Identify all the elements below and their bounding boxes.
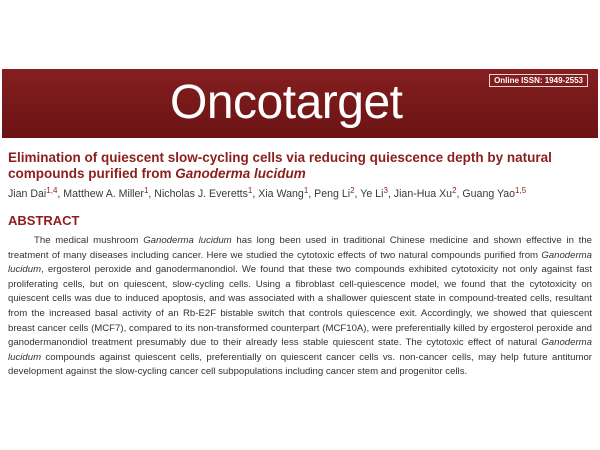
- author-name: Nicholas J. Everetts: [154, 188, 248, 200]
- abstract-text: [8, 234, 592, 380]
- author[interactable]: [314, 188, 354, 200]
- species-name: Ganoderma lucidum: [8, 337, 592, 363]
- author[interactable]: [8, 188, 57, 200]
- author-name: Matthew A. Miller: [63, 188, 144, 200]
- author-name: Jian Dai: [8, 188, 47, 200]
- author[interactable]: [462, 188, 526, 200]
- author-name: Ye Li: [360, 188, 384, 200]
- author-affiliation: 1: [143, 186, 149, 195]
- abstract-heading: ABSTRACT: [8, 213, 80, 228]
- author[interactable]: [154, 188, 252, 200]
- author-name: Xia Wang: [258, 188, 304, 200]
- author-name: Guang Yao: [462, 188, 516, 200]
- abstract-segment: compounds against quiescent cells, preferentially on quiescent cancer cells vs. non-cancer cells, may help future antitumor development against the slow-cycling cancer cell subpopulations including cancer stem and progenitor cells.: [8, 351, 592, 378]
- author[interactable]: [258, 188, 308, 200]
- article-title: [8, 150, 593, 182]
- author[interactable]: [360, 188, 388, 200]
- author[interactable]: [394, 188, 457, 200]
- species-name: Ganoderma lucidum: [143, 235, 232, 246]
- issn-badge: Online ISSN: 1949-2553: [489, 74, 588, 87]
- title-species: Ganoderma lucidum: [175, 166, 306, 181]
- author-name: Jian-Hua Xu: [393, 188, 453, 200]
- species-name: Ganoderma lucidum: [8, 249, 592, 276]
- author-affiliation: 1,4: [46, 186, 58, 195]
- author[interactable]: [63, 188, 148, 200]
- title-text: Elimination of quiescent slow-cycling cells via reducing quiescence depth by natural compounds purified from: [8, 150, 552, 181]
- author-list: Jian Dai$^{1,4}$, Matthew A. Miller$^1$, Nicholas J. Everetts$^1$, Xia Wang$^1$, Peng Li$^2$, Ye Li$^3$, Jian-Hua Xu$^2$, Guang Yao$^{1,5}$: [8, 186, 527, 200]
- abstract-segment: The medical mushroom: [34, 235, 144, 246]
- author-affiliation: 2: [350, 186, 355, 195]
- author-affiliation: 3: [383, 186, 388, 195]
- author-affiliation: 1: [247, 186, 253, 195]
- journal-logo: Oncotarget: [170, 76, 403, 129]
- author-affiliation: 2: [452, 186, 457, 195]
- abstract-segment: has long been used in traditional Chinese medicine and shown effective in the treatment of many diseases including cancer. Here we studied the cytotoxic effects of two natural compounds purified from: [8, 235, 593, 261]
- author-affiliation: 1,5: [515, 186, 527, 195]
- abstract-segment: , ergosterol peroxide and ganodermanondiol. We found that these two compounds exhibited cytotoxicity not only against fast proliferating cells, but on quiescent, slow-cycling cells. Using a fibroblast cell-quiescence model, we found that the cytotoxicity on quiescent cells was due to induced apoptosis, and was associated with a shallower quiescent state in compound-treated cells, resultant from the increased basal activity of an Rb-E2F bistable switch that controls quiescence exit. Accordingly, we showed that quiescent breast cancer cells (MCF7), compared to its non-transformed counterpart (MCF10A), were preferentially killed by ergosterol peroxide and ganodermanondiol treatment presumably due to their already less stable quiescent state. The cytotoxic effect of natural: [8, 264, 592, 349]
- journal-banner: [2, 69, 598, 138]
- author-affiliation: 1: [303, 186, 309, 195]
- author-name: Peng Li: [314, 188, 351, 200]
